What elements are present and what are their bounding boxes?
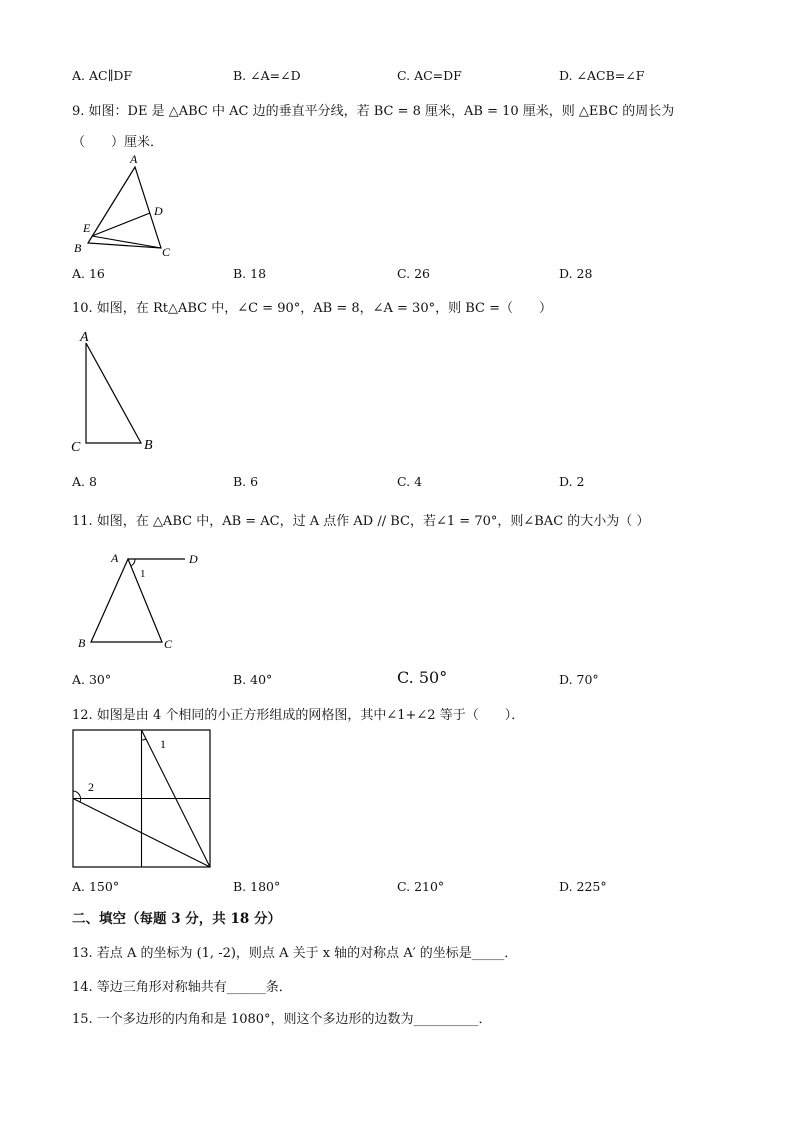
- q10-option-b: B. 6: [233, 474, 259, 489]
- q9-option-c: C. 26: [397, 266, 430, 281]
- q8-option-a: A. AC∥DF: [72, 68, 133, 83]
- q11-question: 11. 如图，在 △ABC 中，AB = AC，过 A 点作 AD // BC，若∠1 = 70°，则∠BAC 的大小为（ ）: [72, 514, 650, 529]
- q8-option-b: B. ∠A=∠D: [233, 68, 301, 83]
- q9-figure: [70, 152, 180, 262]
- q9-label-d: D: [154, 204, 163, 218]
- q9-triangle: [88, 167, 161, 248]
- q12-label-angle1: 1: [160, 737, 166, 751]
- q9-question-line1: 9. 如图：DE 是 △ABC 中 AC 边的垂直平分线，若 BC = 8 厘米，AB = 10 厘米，则 △EBC 的周长为: [72, 104, 675, 119]
- q14-question: 14. 等边三角形对称轴共有______条．: [72, 980, 292, 995]
- q9-label-b: B: [74, 241, 82, 255]
- q10-label-c: C: [71, 440, 81, 455]
- q12-label-angle2: 2: [88, 780, 94, 794]
- q11-angle1-arc: [131, 559, 135, 566]
- q9-option-b: B. 18: [233, 266, 267, 281]
- q12-option-d: D. 225°: [559, 879, 607, 894]
- q10-label-b: B: [144, 438, 153, 453]
- q11-option-a: A. 30°: [72, 672, 112, 687]
- q10-question: 10. 如图，在 Rt△ABC 中，∠C = 90°，AB = 8，∠A = 30°，则 BC =（ ）: [72, 301, 552, 316]
- q10-option-a: A. 8: [72, 474, 97, 489]
- q9-option-d: D. 28: [559, 266, 593, 281]
- q9-label-e: E: [83, 221, 91, 235]
- q12-angle1-arc: [142, 739, 147, 740]
- q10-triangle: [86, 343, 141, 443]
- q11-option-d: D. 70°: [559, 672, 599, 687]
- q10-option-d: D. 2: [559, 474, 585, 489]
- q10-option-c: C. 4: [397, 474, 423, 489]
- q11-label-a: A: [111, 551, 119, 565]
- q10-label-a: A: [80, 330, 89, 345]
- q9-label-c: C: [162, 245, 171, 259]
- q11-label-d: D: [189, 552, 198, 566]
- q9-segment-ed: [92, 213, 150, 236]
- q12-option-b: B. 180°: [233, 879, 281, 894]
- q8-option-d: D. ∠ACB=∠F: [559, 68, 645, 83]
- q15-question: 15. 一个多边形的内角和是 1080°，则这个多边形的边数为__________．: [72, 1012, 492, 1027]
- q11-option-b: B. 40°: [233, 672, 273, 687]
- q11-option-c: C. 50°: [397, 668, 448, 687]
- q9-label-a: A: [130, 152, 138, 166]
- q11-label-b: B: [78, 636, 86, 650]
- q12-option-a: A. 150°: [72, 879, 120, 894]
- q12-figure: [70, 727, 215, 872]
- q9-question-line2: （ ）厘米．: [72, 135, 164, 150]
- q11-figure: [72, 546, 212, 656]
- q11-label-angle1: 1: [140, 568, 146, 580]
- q11-label-c: C: [164, 637, 173, 651]
- section-heading-fill-in: 二、填空（每题 3 分，共 18 分）: [72, 911, 281, 927]
- q11-triangle: [91, 559, 162, 642]
- q13-question: 13. 若点 A 的坐标为 (1, -2)，则点 A 关于 x 轴的对称点 A′ 的坐标是_____．: [72, 946, 518, 961]
- q12-question: 12. 如图是由 4 个相同的小正方形组成的网格图，其中∠1+∠2 等于（ ）．: [72, 708, 525, 723]
- q10-figure: [68, 326, 168, 456]
- q8-option-c: C. AC=DF: [397, 68, 462, 83]
- q9-option-a: A. 16: [72, 266, 105, 281]
- q12-option-c: C. 210°: [397, 879, 445, 894]
